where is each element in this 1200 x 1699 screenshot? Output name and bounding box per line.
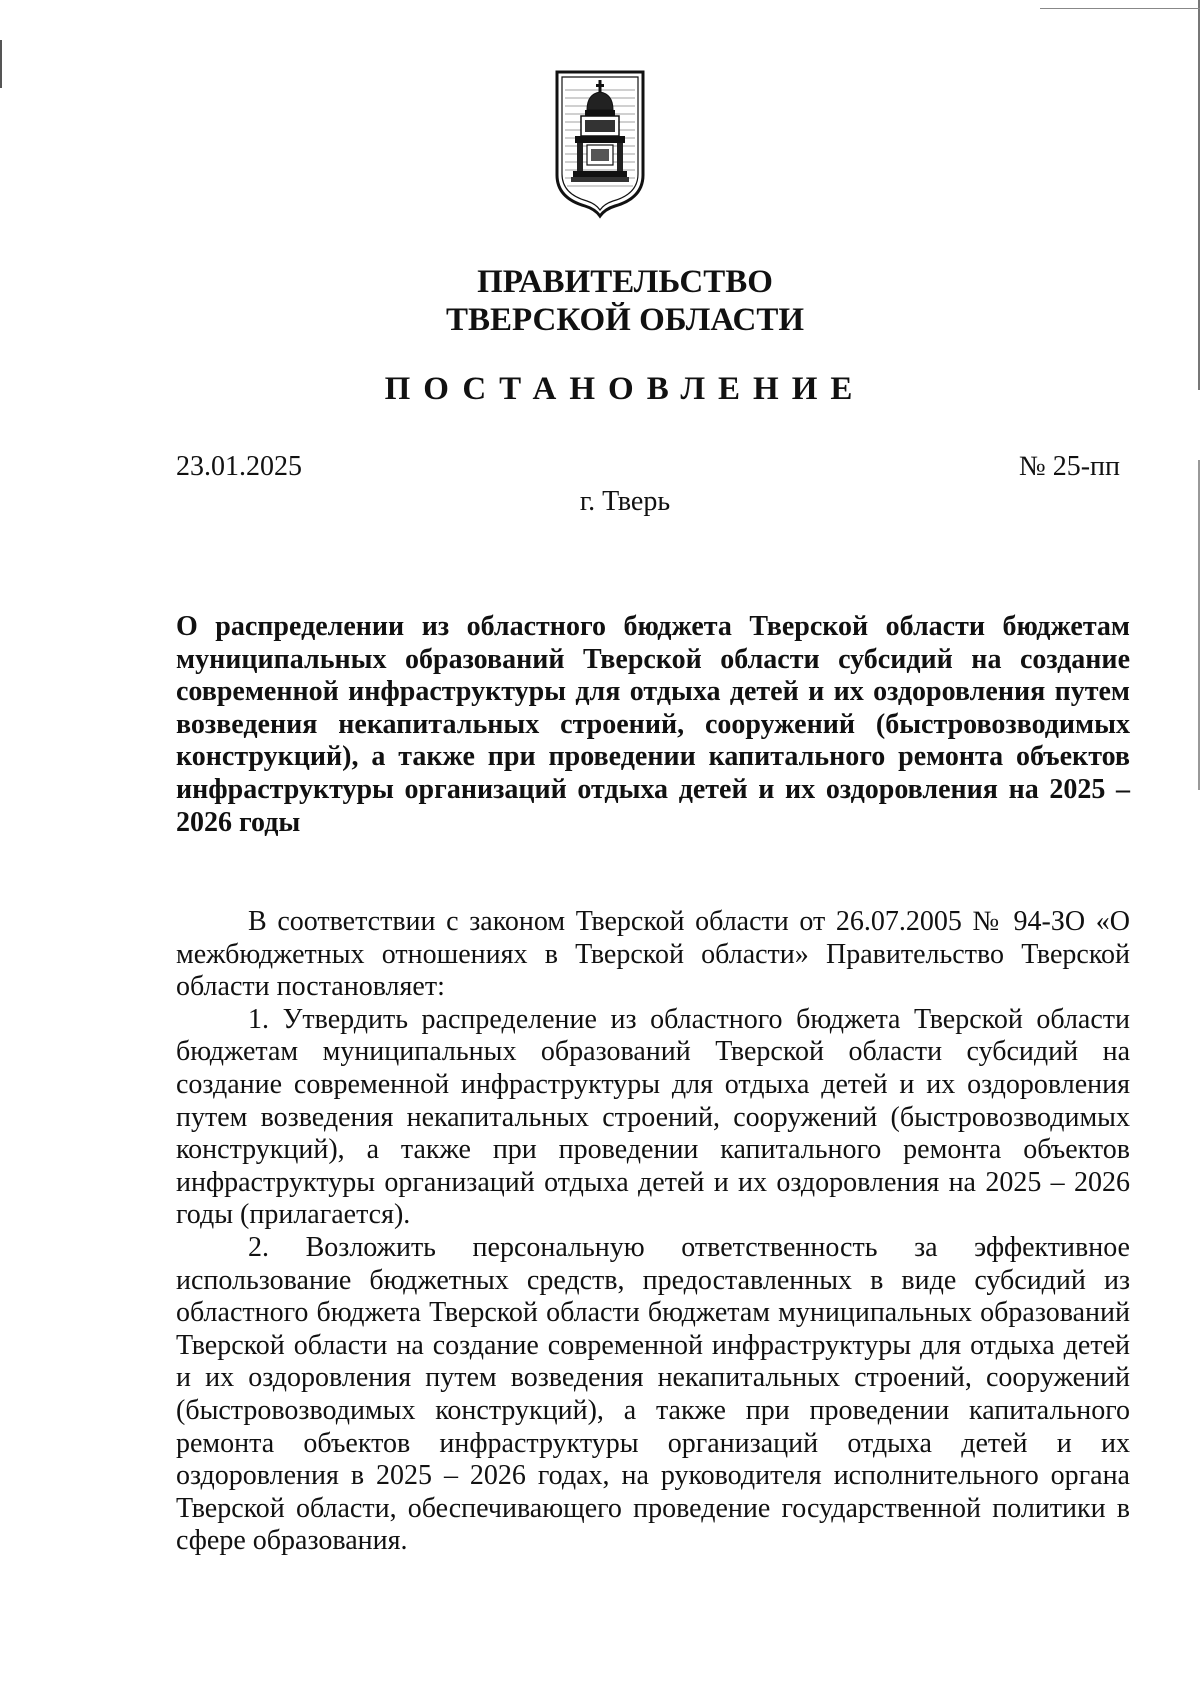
- organization-name-line2: ТВЕРСКОЙ ОБЛАСТИ: [445, 302, 805, 338]
- paragraph-preamble: В соответствии с законом Тверской области от 26.07.2005 № 94-ЗО «О межбюджетных отношениях в Тверской области» Правительство Тверской области постановляет:: [176, 906, 1130, 1003]
- document-date: 23.01.2025: [176, 451, 302, 482]
- organization-name-line1: ПРАВИТЕЛЬСТВО: [477, 264, 773, 300]
- coat-of-arms-icon: [555, 70, 645, 220]
- paragraph-item-2: 2. Возложить персональную ответственность за эффективное использование бюджетных средств, предоставленных в виде субсидий из областного бюджета Тверской области бюджетам муниципальных образований Тверской области на создание современной инфраструктуры для отдыха детей и их оздоровления путем возведения некапитальных строений, сооружений (быстровозводимых конструкций), а также при проведении капитального ремонта объектов инфраструктуры организаций отдыха детей и их оздоровления в 2025 – 2026 годах, на руководителя исполнительного органа Тверской области, обеспечивающего проведение государственной политики в сфере образования.: [176, 1231, 1130, 1557]
- scan-artifact: [0, 40, 2, 88]
- scan-artifact: [1040, 8, 1200, 9]
- document-title: О распределении из областного бюджета Тверской области бюджетам муниципальных образований Тверской области субсидий на создание современной инфраструктуры для отдыха детей и их оздоровления путем возведения некапитальных строений, сооружений (быстровозводимых конструкций), а также при проведении капитального ремонта объектов инфраструктуры организаций отдыха детей и их оздоровления на 2025 – 2026 годы: [176, 611, 1130, 838]
- document-type: ПОСТАНОВЛЕНИЕ: [384, 371, 866, 407]
- document-number: № 25-пп: [1018, 451, 1120, 482]
- paragraph-item-1: 1. Утвердить распределение из областного бюджета Тверской области бюджетам муниципальных образований Тверской области субсидий на создание современной инфраструктуры для отдыха детей и их оздоровления путем возведения некапитальных строений, сооружений (быстровозводимых конструкций), а также при проведении капитального ремонта объектов инфраструктуры организаций отдыха детей и их оздоровления на 2025 – 2026 годы (прилагается).: [176, 1003, 1130, 1231]
- document-city: г. Тверь: [579, 486, 671, 517]
- document-body: [176, 906, 1130, 1558]
